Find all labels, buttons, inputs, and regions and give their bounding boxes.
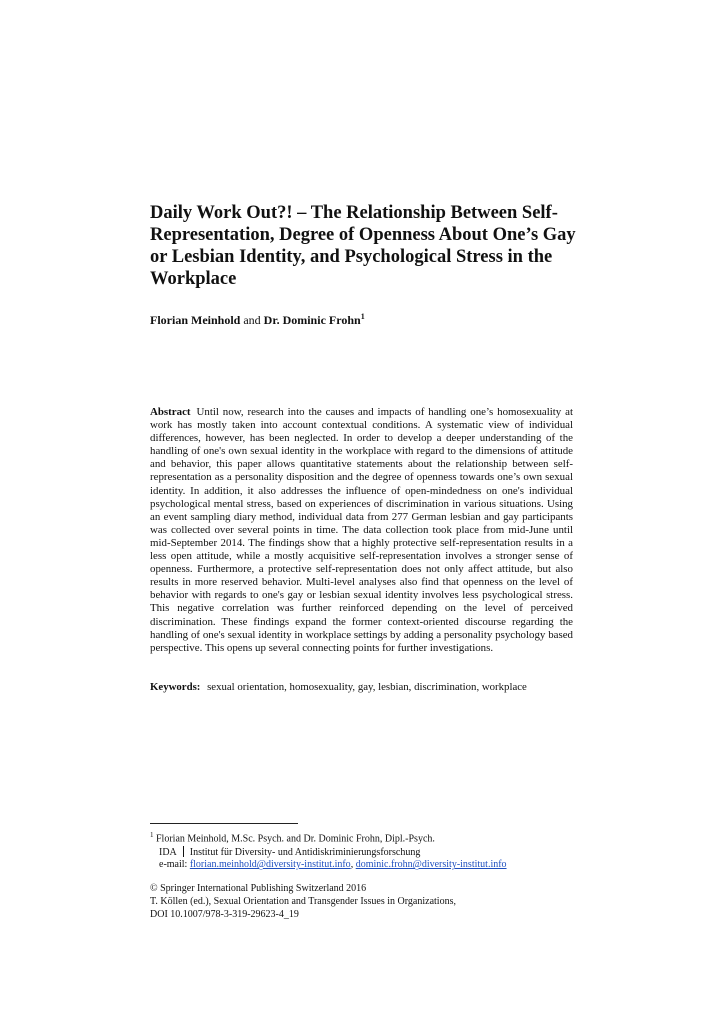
keywords [150,681,527,693]
author-1: Florian Meinhold [150,313,241,327]
footnote-line-email [150,859,580,872]
author-connector: and [243,313,261,327]
copyright-publisher: © Springer International Publishing Switzerland 2016 [150,883,367,894]
email-separator: , [350,859,354,871]
email-label: e-mail: [159,859,188,871]
institute-name: Institut für Diversity- und Antidiskriminierungsforschung [189,846,421,858]
copyright-book: T. Köllen (ed.), Sexual Orientation and Transgender Issues in Organizations, [150,896,456,907]
footnote [150,829,580,872]
keywords-text: sexual orientation, homosexuality, gay, lesbian, discrimination, workplace [207,681,527,693]
paper-title: Daily Work Out?! – The Relationship Between Self-Representation, Degree of Openness About One’s Gay or Lesbian Identity, and Psychological Stress in the Workplace [150,203,576,289]
abstract-label: Abstract [150,406,191,418]
author-line [150,312,365,328]
institute-abbr: IDA [159,846,177,858]
footnote-divider [150,823,298,824]
abstract [150,406,573,655]
author-footnote-mark: 1 [360,312,365,321]
email-link-meinhold[interactable]: florian.meinhold@diversity-institut.info [189,859,351,871]
copyright-block [150,882,580,921]
footnote-line-institute [150,846,580,860]
footnote-mark: 1 [150,831,154,839]
copyright-doi: DOI 10.1007/978-3-319-29623-4_19 [150,909,299,920]
institute-separator [183,846,184,857]
keywords-label: Keywords: [150,681,201,693]
abstract-text: Until now, research into the causes and impacts of handling one’s homosexuality at work has mostly taken into account contextual conditions. A systematic view of individual differences, however, has been neglected. In order to develop a deeper understanding of the handling of one's own sexual identity in the workplace with regard to the dimensions of attitude and behavior, this paper allows quantitative statements about the relationship between self-representation as a personality disposition and the degree of openness towards one’s own sexual identity. In addition, it also addresses the influence of open-mindedness on one's individual psychological mental stress, based on experiences of discrimination in various situations. Using an event sampling diary method, individual data from 277 German lesbian and gay participants was collected over several points in time. The data collection took place from mid-June until mid-September 2014. The findings show that a highly protective self-representation results in a less open attitude, while a mostly acquisitive self-representation involves a stronger sense of openness. Furthermore, a protective self-representation does not only affect attitude, but also results in more reserved behavior. Multi-level analyses also find that openness on the level of behavior with regards to one's gay or lesbian sexual identity involves less psychological stress. This negative correlation was further reinforced depending on the level of perceived discrimination. These findings expand the former context-oriented discourse regarding the handling of one's sexual identity in workplace settings by adding a personality psychology based perspective. This opens up several connecting points for further investigations. [150,406,573,654]
footnote-authors: Florian Meinhold, M.Sc. Psych. and Dr. Dominic Frohn, Dipl.-Psych. [156,833,435,845]
footnote-line-authors [150,829,580,846]
author-2: Dr. Dominic Frohn [263,313,361,327]
email-link-frohn[interactable]: dominic.frohn@diversity-institut.info [355,859,507,871]
